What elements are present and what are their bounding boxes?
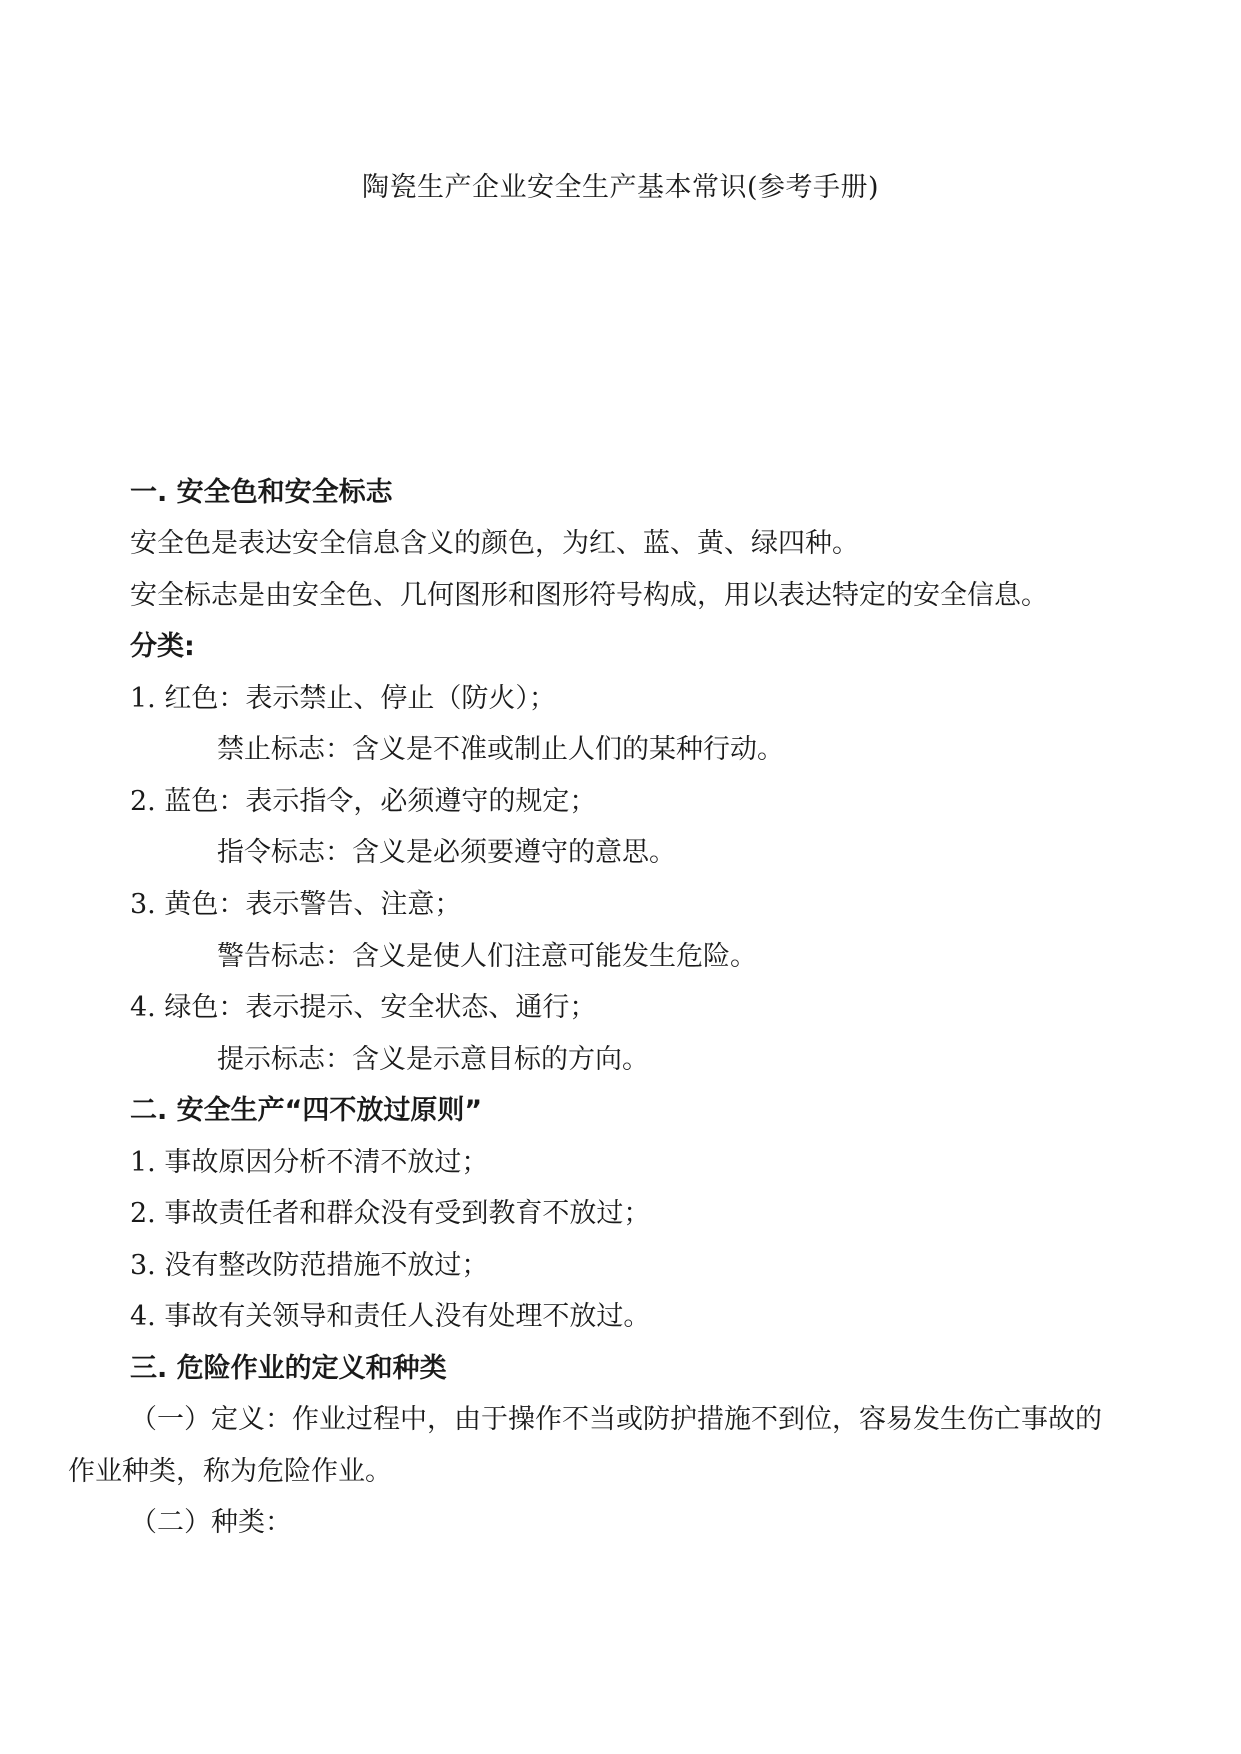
color-item-blue-sign: 指令标志：含义是必须要遵守的意思。 [217, 837, 676, 868]
section-1-heading: 一. 安全色和安全标志 [130, 477, 393, 508]
section-2-heading: 二. 安全生产“四不放过原则” [130, 1095, 483, 1126]
definition-line-1: （一）定义：作业过程中，由于操作不当或防护措施不到位，容易发生伤亡事故的 [130, 1404, 1102, 1435]
color-item-red: 1. 红色：表示禁止、停止（防火）； [130, 683, 556, 714]
document-title: 陶瓷生产企业安全生产基本常识(参考手册) [361, 172, 880, 203]
types-label: （二）种类： [130, 1507, 292, 1538]
color-item-blue: 2. 蓝色：表示指令，必须遵守的规定； [130, 786, 597, 817]
principle-item-2: 2. 事故责任者和群众没有受到教育不放过； [130, 1198, 651, 1229]
principle-item-4: 4. 事故有关领导和责任人没有处理不放过。 [130, 1301, 651, 1332]
section-3-heading: 三. 危险作业的定义和种类 [130, 1353, 447, 1384]
principle-item-3: 3. 没有整改防范措施不放过； [130, 1250, 489, 1281]
color-item-green: 4. 绿色：表示提示、安全状态、通行； [130, 992, 597, 1023]
section-1-paragraph-1: 安全色是表达安全信息含义的颜色，为红、蓝、黄、绿四种。 [130, 528, 859, 559]
color-item-yellow-sign: 警告标志：含义是使人们注意可能发生危险。 [217, 941, 757, 972]
definition-line-2: 作业种类，称为危险作业。 [68, 1456, 392, 1487]
color-item-green-sign: 提示标志：含义是示意目标的方向。 [217, 1044, 649, 1075]
classification-label: 分类: [130, 631, 195, 662]
color-item-red-sign: 禁止标志：含义是不准或制止人们的某种行动。 [217, 734, 784, 765]
principle-item-1: 1. 事故原因分析不清不放过； [130, 1147, 489, 1178]
section-1-paragraph-2: 安全标志是由安全色、几何图形和图形符号构成，用以表达特定的安全信息。 [130, 580, 1048, 611]
color-item-yellow: 3. 黄色：表示警告、注意； [130, 889, 462, 920]
